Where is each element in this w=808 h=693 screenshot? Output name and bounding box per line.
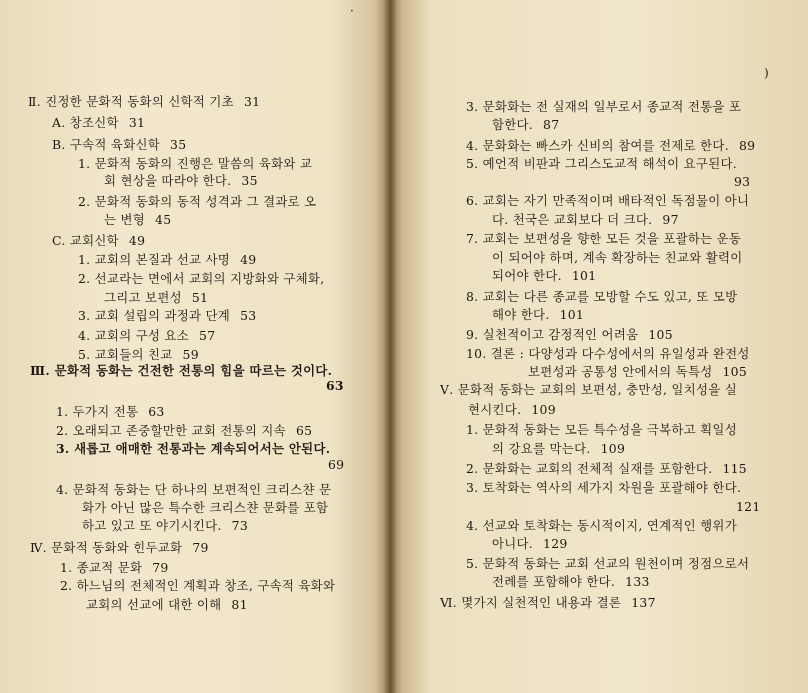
toc-entry-text: 2. 하느님의 전체적인 계획과 창조, 구속적 육화와 [60,578,336,593]
toc-entry-text: 해야 한다. [492,307,550,322]
toc-entry-text: 1. 문화적 동화는 모든 특수성을 극복하고 획일성 [466,422,737,437]
toc-page-number: 57 [199,328,216,343]
toc-page-number: 89 [738,138,756,153]
toc-entry-text: 5. 예언적 비판과 그리스도교적 해석이 요구된다. [466,156,737,171]
toc-entry-text: 2. 문화적 동화의 동적 성격과 그 결과로 오 [78,194,317,209]
toc-entry-text: 3. 교회 설립의 과정과 단계 [78,308,231,323]
toc-entry-text: 5. 교회들의 친교 [78,347,173,362]
toc-entry-text: 2. 문화화는 교회의 전체적 실재를 포함한다. [466,461,713,476]
toc-page-number: 49 [128,233,146,248]
toc-page-number: 81 [231,597,248,612]
toc-entry-text: Ⅴ. 문화적 동화는 교회의 보편성, 충만성, 일치성을 실 [440,382,738,397]
toc-entry-text: 10. 결론 : 다양성과 다수성에서의 유일성과 완전성 [466,346,750,361]
toc-line [492,536,568,552]
toc-line [78,347,199,363]
toc-entry-text: 화가 아닌 많은 특수한 크리스챤 문화를 포함 [82,500,329,515]
toc-page-number: 51 [191,290,209,305]
toc-page-number: 35 [241,173,258,188]
toc-line [56,441,340,457]
toc-line [28,94,260,110]
toc-entry-text: 3. 문화화는 전 실재의 일부로서 종교적 전통을 포 [466,99,742,114]
toc-page-number: 97 [662,212,679,227]
toc-line [326,378,344,394]
toc-page-number: 63 [326,378,344,393]
toc-entry-text: 보편성과 공통성 안에서의 독특성 [528,364,713,379]
toc-entry-text: 3. 새롭고 애매한 전통과는 계속되어서는 안된다. [56,441,331,456]
toc-page-number: 133 [625,574,650,589]
toc-page-number: 59 [182,347,199,362]
toc-page-number: 87 [543,117,560,132]
toc-line [56,482,341,498]
toc-line [52,233,145,249]
toc-line [440,382,747,398]
toc-line [736,499,761,515]
toc-line [466,556,759,572]
toc-entry-text: 다. 천국은 교회보다 더 크다. [492,212,653,227]
toc-line [466,193,759,209]
toc-line [466,99,751,115]
toc-page-number: 101 [571,268,597,283]
toc-page-number: 65 [295,423,313,438]
toc-entry-text: 되어야 한다. [492,268,562,283]
toc-line [492,268,596,284]
toc-entry-text: C. 교회신학 [52,233,119,248]
toc-line [52,137,186,153]
toc-entry-text: 1. 교회의 본질과 선교 사명 [78,252,231,267]
toc-line [466,422,747,438]
toc-line [468,402,556,418]
toc-page-number: 93 [734,174,751,189]
toc-entry-text: A. 창조신학 [52,115,119,130]
toc-page-number: 73 [231,518,249,533]
left-page-mark: · [350,4,354,18]
toc-page-number: 137 [631,595,656,610]
toc-entry-text: 7. 교회는 보편성을 향한 모든 것을 포괄하는 운동 [466,231,742,246]
toc-line [78,308,256,324]
toc-line [78,328,215,344]
toc-entry-text: 6. 교회는 자기 만족적이며 배타적인 독점물이 아니 [466,193,750,208]
toc-line [466,346,760,362]
toc-line [86,597,248,613]
toc-page-number: 129 [543,536,568,551]
toc-entry-text: Ⅳ. 문화적 동화와 힌두교화 [30,540,183,555]
toc-line [492,307,584,323]
toc-page-number: 109 [600,441,626,456]
toc-entry-text: 1. 종교적 문화 [60,560,143,575]
toc-entry-text: 4. 교회의 구성 요소 [78,328,190,343]
toc-line [466,289,747,305]
toc-line [492,117,559,133]
toc-entry-text: 전례를 포함해야 한다. [492,574,616,589]
toc-page-number: 53 [240,308,257,323]
toc-line [466,156,747,172]
toc-page-number: 109 [531,402,556,417]
toc-line [56,423,312,439]
toc-entry-text: 아니다. [492,536,534,551]
toc-line [734,174,750,190]
toc-line [466,461,747,477]
toc-page-number: 35 [170,137,187,152]
toc-line [104,173,258,189]
toc-entry-text: 현시킨다. [468,402,522,417]
toc-page-number: 31 [128,115,146,130]
toc-entry-text: 의 강요를 막는다. [492,441,591,456]
right-page-mark: ) [764,66,769,80]
toc-entry-text: 5. 문화적 동화는 교회 선교의 원천이며 정점으로서 [466,556,750,571]
toc-entry-text: 하고 있고 또 야기시킨다. [82,518,222,533]
toc-line [78,194,326,210]
toc-line [82,518,248,534]
toc-line [52,115,145,131]
toc-page-number: 63 [148,404,165,419]
toc-line [440,595,656,611]
toc-line [104,212,171,228]
toc-entry-text: Ⅱ. 진정한 문화적 동화의 신학적 기초 [28,94,234,109]
toc-page-number: 115 [722,461,747,476]
toc-entry-text: 그리고 보편성 [104,290,182,305]
toc-page-number: 121 [736,499,761,514]
toc-entry-text: 회 현상을 따라야 한다. [104,173,232,188]
book-gutter [383,0,397,693]
toc-line [60,560,169,576]
toc-page-number: 49 [240,252,257,267]
toc-entry-text: 1. 문화적 동화의 진행은 말씀의 육화와 교 [78,156,313,171]
toc-entry-text: 4. 선교와 토착화는 동시적이지, 연계적인 행위가 [466,518,737,533]
toc-entry-text: 4. 문화화는 빠스카 신비의 참여를 전제로 한다. [466,138,729,153]
toc-line [104,290,208,306]
toc-entry-text: 이 되어야 하며, 계속 확장하는 친교와 활력이 [492,250,743,265]
toc-entry-text: B. 구속적 육화신학 [52,137,161,152]
toc-line [82,500,338,516]
toc-entry-text: 는 변형 [104,212,146,227]
toc-line [30,540,209,556]
toc-entry-text: 4. 문화적 동화는 단 하나의 보편적인 크리스챤 문 [56,482,332,497]
toc-line [328,457,344,473]
toc-line [30,363,342,379]
toc-line [492,212,679,228]
toc-entry-text: 함한다. [492,117,534,132]
toc-line [466,518,747,534]
toc-entry-text: 2. 오래되고 존중할만한 교회 전통의 지속 [56,423,286,438]
toc-entry-text: 2. 선교라는 면에서 교회의 지방화와 구체화, [78,271,325,286]
toc-line [56,404,165,420]
toc-line [492,574,650,590]
toc-page-number: 105 [648,327,673,342]
toc-entry-text: 교회의 선교에 대한 이해 [86,597,222,612]
toc-line [78,271,334,287]
toc-line [492,250,753,266]
toc-entry-text: Ⅵ. 몇가지 실천적인 내용과 결론 [440,595,622,610]
toc-line [466,138,755,154]
toc-line [466,327,673,343]
toc-line [528,364,747,380]
toc-page-number: 79 [152,560,169,575]
toc-page-number: 79 [192,540,209,555]
toc-line [466,231,751,247]
toc-entry-text: 1. 두가지 전통 [56,404,139,419]
toc-line [78,156,322,172]
toc-entry-text: 3. 토착화는 역사의 세가지 차원을 포괄해야 한다. [466,480,742,495]
toc-entry-text: 8. 교회는 다른 종교를 모방할 수도 있고, 또 모방 [466,289,738,304]
toc-entry-text: 9. 실천적이고 감정적인 어려움 [466,327,639,342]
toc-line [492,441,625,457]
toc-line [78,252,256,268]
toc-line [60,578,345,594]
toc-page-number: 45 [155,212,172,227]
toc-entry-text: Ⅲ. 문화적 동화는 건전한 전통의 힘을 따르는 것이다. [30,363,333,378]
toc-page-number: 105 [722,364,748,379]
toc-page-number: 31 [243,94,261,109]
toc-line [466,480,751,496]
toc-page-number: 69 [328,457,345,472]
toc-page-number: 101 [559,307,585,322]
